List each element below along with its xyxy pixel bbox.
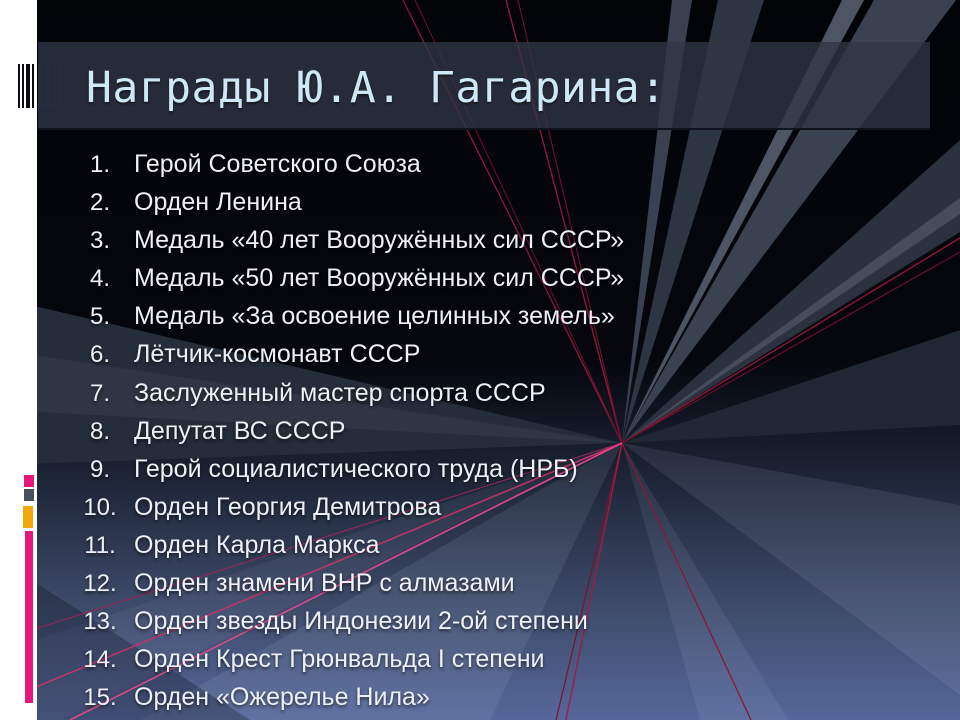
list-item (0, 145, 960, 183)
item-number: 2. (89, 189, 110, 217)
item-number: 14. (83, 646, 117, 674)
item-text: Герой Советского Союза (134, 150, 421, 178)
list-item (0, 259, 960, 297)
item-text: Медаль «За освоение целинных земель» (134, 302, 615, 331)
item-text: Орден звезды Индонезии 2-ой степени (134, 607, 588, 636)
item-number: 1. (89, 151, 110, 178)
list-item (0, 450, 960, 488)
item-number: 8. (89, 417, 110, 445)
item-number: 11. (84, 531, 116, 559)
item-text: Орден знамени ВНР с алмазами (134, 569, 515, 598)
item-number: 5. (89, 303, 110, 331)
item-text: Заслуженный мастер спорта СССР (134, 378, 546, 407)
item-number: 10. (83, 493, 117, 521)
slide-title: Награды Ю.А. Гагарина: (86, 63, 667, 113)
list-item (0, 678, 960, 716)
item-text: Орден Георгия Демитрова (134, 492, 442, 521)
title-bar (38, 42, 930, 130)
list-item (0, 412, 960, 450)
awards-list (0, 145, 960, 716)
item-text: Медаль «40 лет Вооружённых сил СССР» (134, 226, 625, 255)
list-item (0, 488, 960, 526)
item-number: 9. (89, 455, 110, 483)
item-number: 15. (83, 684, 117, 712)
list-item (0, 564, 960, 602)
item-text: Орден «Ожерелье Нила» (134, 683, 430, 712)
item-number: 4. (89, 265, 110, 293)
item-number: 6. (89, 341, 110, 369)
list-item (0, 183, 960, 221)
item-text: Орден Ленина (134, 188, 302, 217)
list-item (0, 374, 960, 412)
item-text: Лётчик-космонавт СССР (134, 340, 421, 369)
list-item (0, 221, 960, 259)
item-text: Медаль «50 лет Вооружённых сил СССР» (134, 264, 625, 293)
item-number: 13. (83, 608, 117, 636)
item-text: Депутат ВС СССР (134, 416, 346, 445)
item-number: 3. (89, 227, 110, 255)
item-text: Герой социалистического труда (НРБ) (134, 454, 578, 483)
list-item (0, 297, 960, 335)
list-item (0, 335, 960, 373)
list-item (0, 602, 960, 640)
item-number: 12. (83, 570, 117, 598)
item-text: Орден Карла Маркса (134, 530, 380, 559)
item-text: Орден Крест Грюнвальда I степени (134, 645, 545, 674)
item-number: 7. (89, 379, 110, 407)
list-item (0, 640, 960, 678)
list-item (0, 526, 960, 564)
